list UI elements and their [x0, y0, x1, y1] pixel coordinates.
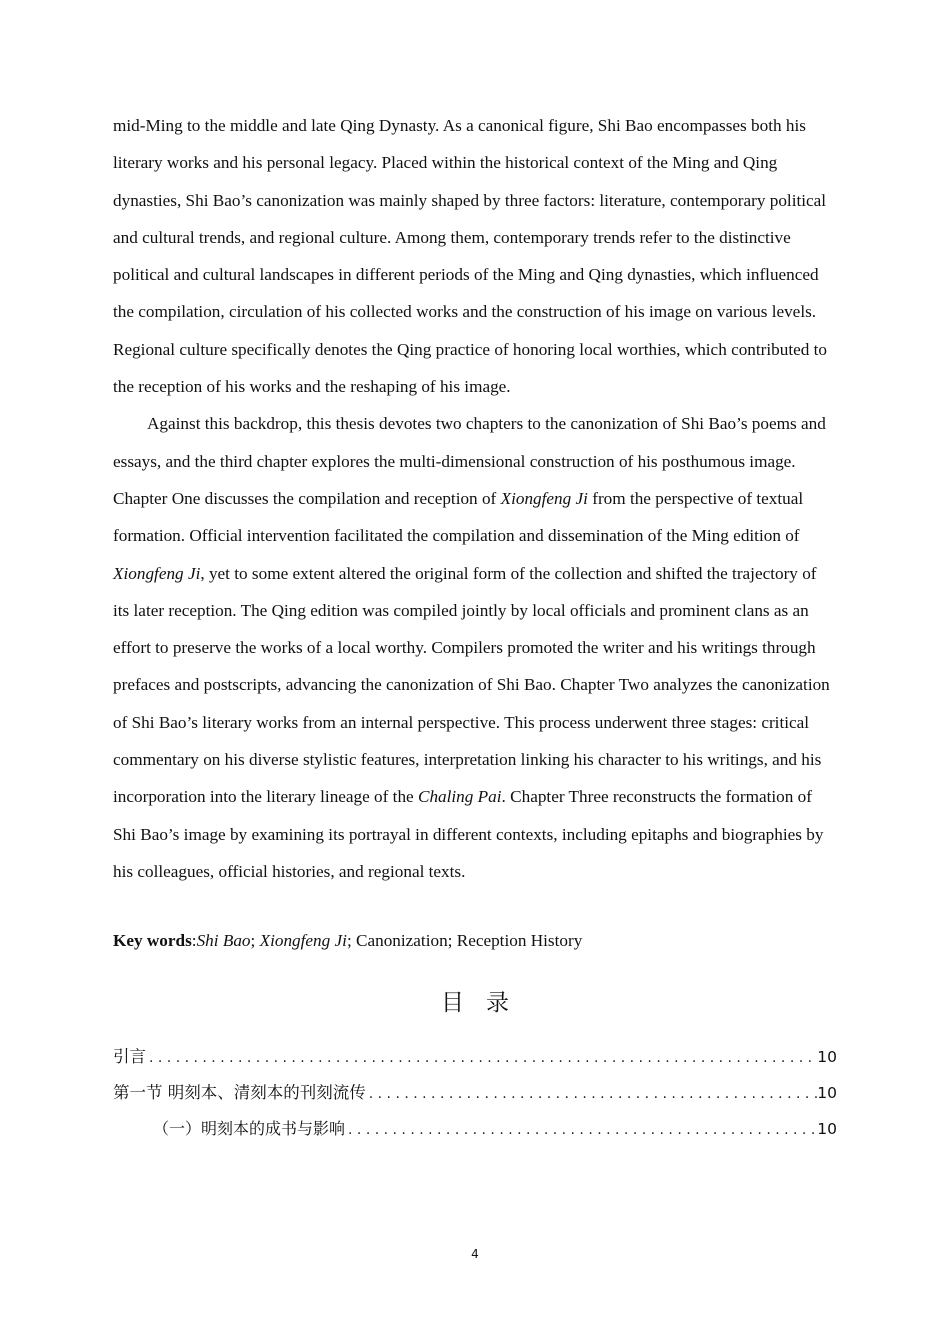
abstract-text: from the perspective of textual formation. Official intervention facilitated the compilation and dissemination of the Ming edition of — [113, 488, 804, 546]
keywords-colon: : — [191, 931, 197, 951]
toc-subentry[interactable] — [113, 1111, 837, 1147]
keyword: Xiongfeng Ji — [259, 931, 347, 951]
toc-entry[interactable] — [113, 1075, 837, 1111]
keyword-separator: ; — [250, 931, 260, 951]
toc-entry-page: 10 — [817, 1120, 837, 1139]
toc-entry-page: 10 — [817, 1084, 837, 1103]
abstract-text: . Chapter Three reconstructs the formation of Shi Bao’s image by examining its portrayal in different contexts, including epitaphs and biographies by his colleagues, official histories, and regional texts. — [113, 787, 824, 881]
abstract-paragraph-1: mid-Ming to the middle and late Qing Dynasty. As a canonical figure, Shi Bao encompasses both his literary works and his personal legacy. Placed within the historical context of the Ming and Qing dynasties, Shi Bao’s canonization was mainly shaped by three factors: literature, contemporary political and cultural trends, and regional culture. Among them, contemporary trends refer to the distinctive political and cultural landscapes in different periods of the Ming and Qing dynasties, which influenced the compilation, circulation of his collected works and the construction of his image on various levels. Regional culture specifically denotes the Qing practice of honoring local worthies, which contributed to the reception of his works and the reshaping of his image. — [113, 116, 828, 397]
toc-leader-dots — [366, 1076, 818, 1112]
table-of-contents — [113, 1039, 837, 1147]
work-title: Xiongfeng Ji — [113, 563, 201, 583]
toc-entry-label: 第一节 明刻本、清刻本的刊刻流传 — [113, 1083, 366, 1103]
abstract-text: , yet to some extent altered the original form of the collection and shifted the trajectory of its later reception. The Qing edition was compiled jointly by local officials and prominent clans as an effort to preserve the works of a local worthy. Compilers promoted the writer and his writings through prefaces and postscripts, advancing the canonization of Shi Bao. Chapter Two analyzes the canonization of Shi Bao’s literary works from an internal perspective. This process underwent three stages: critical commentary on his diverse stylistic features, interpretation linking his character to his writings, and his incorporation into the literary lineage of the — [113, 563, 830, 807]
work-title: Xiongfeng Ji — [500, 488, 588, 508]
abstract-paragraph-2 — [113, 405, 837, 890]
school-name: Chaling Pai — [417, 787, 502, 807]
toc-leader-dots — [146, 1040, 817, 1076]
toc-entry-page: 10 — [817, 1048, 837, 1067]
page-number: 4 — [471, 1247, 479, 1261]
toc-leader-dots — [345, 1112, 817, 1148]
keyword-list-rest: ; Canonization; Reception History — [346, 931, 583, 951]
toc-entry-label: 引言 — [113, 1047, 146, 1067]
toc-entry[interactable] — [113, 1039, 837, 1075]
abstract-text: Against this backdrop, this thesis devotes two chapters to the canonization of Shi Bao’s poems and essays, and the third chapter explores the multi-dimensional construction of his posthumous image. Chapter One discusses the compilation and reception of — [113, 414, 826, 508]
keyword: Shi Bao — [196, 931, 251, 951]
toc-title: 目录 — [441, 990, 531, 1017]
toc-entry-label: （一）明刻本的成书与影响 — [153, 1119, 346, 1139]
keywords-line — [113, 929, 837, 953]
keywords-label: Key words — [113, 931, 192, 951]
page-body — [113, 107, 837, 1147]
